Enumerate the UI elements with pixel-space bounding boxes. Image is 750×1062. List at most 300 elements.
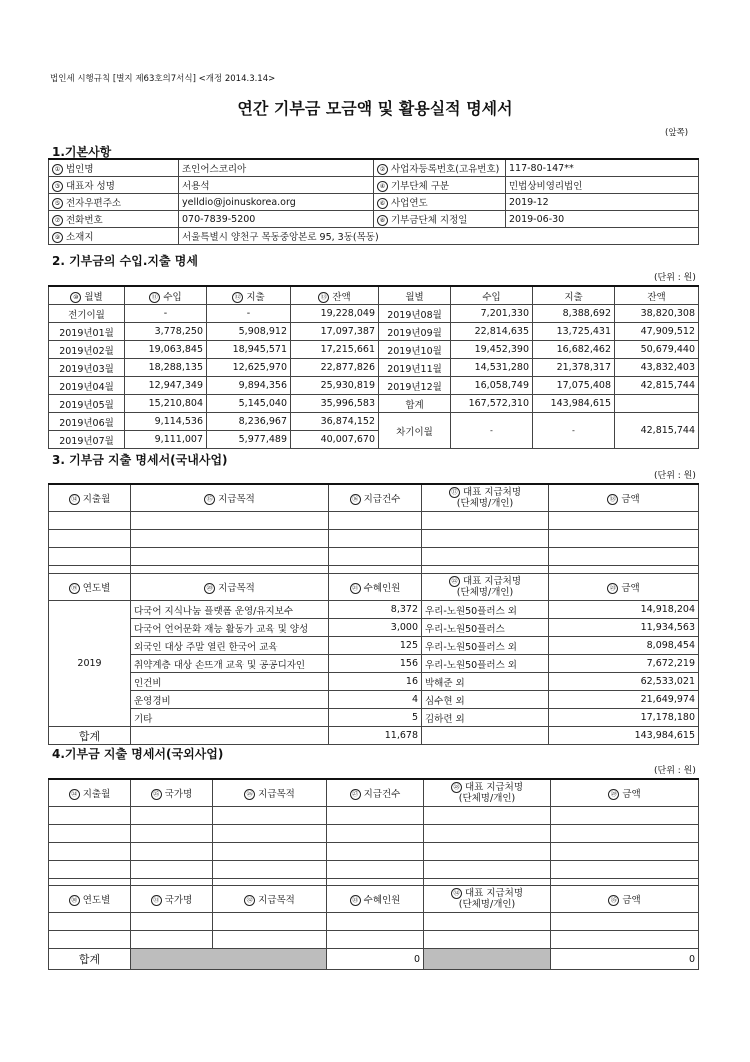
purpose-text: 기타 (134, 713, 153, 725)
purpose-text: 외국인 대상 주말 열린 한국어 교육 (134, 641, 278, 653)
table-cell (213, 886, 327, 913)
item-number-marker: ㉛ (151, 895, 162, 906)
cell-text: 19,063,845 (148, 344, 203, 355)
field-value: 070-7839-5200 (182, 213, 256, 225)
overseas-expense-table (48, 778, 699, 970)
table-cell (549, 574, 699, 601)
item-number-marker: ⑲ (69, 583, 80, 594)
domestic-expense-table (48, 483, 699, 745)
table-cell (131, 673, 329, 691)
cell-text: 11,678 (384, 730, 418, 741)
table-cell (615, 286, 699, 305)
cell-text: 9,894,356 (238, 380, 287, 391)
item-number-marker: ㉒ (449, 576, 460, 587)
cell-text: 우리-노원50플러스 (425, 623, 505, 635)
item-number-marker: ⑫ (232, 292, 243, 303)
table-row (49, 861, 699, 879)
table-cell (329, 574, 422, 601)
table-row (49, 913, 699, 931)
table-cell (422, 637, 549, 655)
cell-text: 14,531,280 (474, 362, 529, 373)
page-title: 연간 기부금 모금액 및 활용실적 명세서 (237, 99, 513, 118)
item-number-marker: ④ (377, 181, 388, 192)
table-row (49, 548, 699, 566)
table-cell (451, 341, 533, 359)
column-header: 지급목적 (218, 583, 255, 594)
table-cell (506, 211, 699, 228)
year-label: 2019 (77, 658, 102, 669)
column-header: 월별 (405, 291, 424, 303)
table-cell (125, 431, 207, 449)
table-cell (615, 323, 699, 341)
table-row (49, 395, 699, 413)
cell-text: 8,236,967 (238, 416, 287, 427)
purpose-text: 운영경비 (134, 695, 171, 707)
empty-cell (49, 931, 131, 949)
table-cell (179, 177, 374, 194)
column-header: 지출 (564, 291, 583, 303)
table-row (49, 341, 699, 359)
table-cell (422, 691, 549, 709)
table-cell (379, 413, 451, 449)
cell-text: 0 (688, 953, 695, 965)
cell-text: 16,682,462 (556, 344, 611, 355)
month-label: 2019년02월 (59, 345, 114, 357)
table-cell (131, 574, 329, 601)
table-cell (49, 341, 125, 359)
table-header-row (49, 286, 699, 305)
table-header-row (49, 886, 699, 913)
table-cell (506, 194, 699, 211)
item-number-marker: ⑤ (52, 198, 63, 209)
empty-cell (424, 807, 551, 825)
table-cell (422, 601, 549, 619)
table-cell (549, 709, 699, 727)
item-number-marker: ⑮ (204, 494, 215, 505)
field-value: 서울특별시 양천구 목동중앙본로 95, 3동(목동) (182, 232, 379, 243)
column-header: 잔액 (647, 291, 666, 303)
table-cell (329, 673, 422, 691)
cell-subtext: (단체명/개인) (458, 899, 516, 910)
item-number-marker: ⑨ (52, 232, 63, 243)
empty-cell (549, 512, 699, 530)
table-row (49, 228, 699, 245)
table-cell (49, 359, 125, 377)
table-cell (329, 709, 422, 727)
empty-cell (424, 879, 551, 886)
cell-text: 17,075,408 (556, 380, 611, 391)
cell-text: 7,201,330 (480, 308, 529, 319)
table-cell (374, 211, 506, 228)
table-cell (207, 341, 291, 359)
cell-text: 42,815,744 (640, 380, 695, 391)
table-cell (131, 619, 329, 637)
cell-text: 5,977,489 (238, 434, 287, 445)
month-label: 2019년05월 (59, 399, 114, 411)
month-label: 2019년06월 (59, 417, 114, 429)
item-number-marker: ① (52, 164, 63, 175)
cell-text: 19,228,049 (320, 308, 375, 319)
table-cell (49, 305, 125, 323)
empty-cell (131, 512, 329, 530)
empty-cell (213, 825, 327, 843)
table-cell (131, 886, 213, 913)
table-cell (327, 779, 424, 807)
column-header: 대표 지급처명 (464, 782, 524, 793)
table-cell (291, 341, 379, 359)
total-label: 합계 (78, 953, 101, 966)
section4-title: 4.기부금 지출 명세서(국외사업) (52, 747, 224, 761)
empty-cell (213, 931, 327, 949)
table-cell (422, 655, 549, 673)
table-cell (533, 377, 615, 395)
empty-cell (424, 861, 551, 879)
table-row (49, 709, 699, 727)
column-header: 연도별 (82, 895, 111, 906)
item-number-marker: ㉞ (451, 888, 462, 899)
basic-info-table (48, 158, 699, 245)
table-row (49, 673, 699, 691)
cell-text: 50,679,440 (640, 344, 695, 355)
table-cell (125, 359, 207, 377)
cell-text: 18,288,135 (148, 362, 203, 373)
cell-text: 3,000 (390, 622, 418, 633)
table-cell (179, 194, 374, 211)
field-value: 117-80-147** (509, 162, 574, 174)
table-cell (291, 305, 379, 323)
cell-text: 40,007,670 (320, 434, 375, 445)
table-cell (131, 655, 329, 673)
table-cell (291, 286, 379, 305)
column-header: 국가명 (164, 895, 193, 906)
month-label: 2019년10월 (387, 345, 442, 357)
item-number-marker: ㉖ (244, 789, 255, 800)
cell-text: 47,909,512 (640, 326, 695, 337)
table-cell (379, 286, 451, 305)
column-header: 지급목적 (218, 494, 255, 505)
item-number-marker: ㉜ (244, 895, 255, 906)
table-cell (49, 431, 125, 449)
item-number-marker: ⑳ (204, 583, 215, 594)
table-cell (451, 395, 533, 413)
table-cell (374, 194, 506, 211)
table-row (49, 807, 699, 825)
empty-cell (213, 861, 327, 879)
cell-text: 17,097,387 (320, 326, 375, 337)
table-cell (131, 709, 329, 727)
table-cell (615, 359, 699, 377)
form-note: 법인세 시행규칙 [별지 제63호의7서식] <개정 2014.3.14> (50, 74, 276, 84)
cell-subtext: (단체명/개인) (456, 498, 514, 509)
column-header: 지출 (246, 291, 265, 303)
cell-text: 8,388,692 (562, 308, 611, 319)
table-cell (49, 177, 179, 194)
shaded-cell (424, 949, 551, 970)
column-header: 국가명 (164, 789, 193, 800)
empty-cell (549, 566, 699, 574)
column-header: 지출월 (82, 494, 111, 505)
cell-text: 36,874,152 (320, 416, 375, 427)
table-row (49, 879, 699, 886)
item-number-marker: ㉘ (451, 782, 462, 793)
month-label: 차기이월 (396, 426, 433, 438)
column-header: 금액 (621, 583, 640, 594)
purpose-text: 인건비 (134, 677, 162, 689)
item-number-marker: ② (377, 164, 388, 175)
cell-text: 7,672,219 (646, 658, 695, 669)
table-cell (549, 691, 699, 709)
column-header: 지급건수 (363, 494, 401, 505)
table-cell (506, 177, 699, 194)
cell-text: 143,984,615 (634, 730, 695, 741)
table-cell (125, 286, 207, 305)
field-value: 조인어스코리아 (182, 164, 247, 175)
item-number-marker: ⑥ (377, 198, 388, 209)
cell-text: 16,058,749 (474, 380, 529, 391)
item-number-marker: ㉓ (607, 583, 618, 594)
table-cell (49, 601, 131, 727)
empty-cell (131, 807, 213, 825)
cell-text: 심수현 외 (425, 695, 465, 707)
table-cell (379, 359, 451, 377)
month-label: 2019년01월 (59, 327, 114, 339)
field-value: 2019-06-30 (509, 213, 565, 225)
column-header: 수혜인원 (363, 583, 401, 594)
table-cell (131, 601, 329, 619)
table-cell (207, 323, 291, 341)
table-cell (549, 673, 699, 691)
empty-cell (131, 913, 213, 931)
empty-cell (49, 566, 131, 574)
table-cell (451, 359, 533, 377)
table-cell (329, 601, 422, 619)
column-header: 수입 (163, 291, 182, 303)
table-cell (131, 484, 329, 512)
empty-cell (329, 566, 422, 574)
cell-text: 우리-노원50플러스 외 (425, 641, 517, 653)
table-cell (422, 709, 549, 727)
cell-text: 김하련 외 (425, 713, 465, 725)
table-cell (125, 395, 207, 413)
table-cell (49, 779, 131, 807)
section4-unit: (단위 : 원) (654, 766, 696, 776)
item-number-marker: ⑯ (350, 494, 361, 505)
cell-text: 167,572,310 (468, 398, 529, 409)
field-label: 사업연도 (391, 198, 428, 209)
cell-text: 22,877,826 (320, 362, 375, 373)
empty-cell (327, 931, 424, 949)
field-label: 사업자등록번호(고유번호) (391, 164, 500, 175)
column-header: 대표 지급처명 (462, 487, 522, 498)
month-label: 합계 (405, 399, 424, 411)
month-label: 전기이월 (68, 309, 105, 321)
item-number-marker: ㉔ (69, 789, 80, 800)
table-cell (207, 359, 291, 377)
empty-cell (49, 548, 131, 566)
empty-cell (424, 825, 551, 843)
cell-text: 38,820,308 (640, 308, 695, 319)
item-number-marker: ㉕ (151, 789, 162, 800)
column-header: 지급건수 (363, 789, 401, 800)
table-cell (291, 377, 379, 395)
table-cell (549, 637, 699, 655)
empty-cell (49, 843, 131, 861)
table-cell (125, 323, 207, 341)
item-number-marker: ㉗ (350, 789, 361, 800)
empty-cell (551, 879, 699, 886)
table-cell (615, 305, 699, 323)
table-cell (49, 395, 125, 413)
table-row (49, 305, 699, 323)
empty-cell (327, 913, 424, 931)
table-cell (551, 886, 699, 913)
table-cell (329, 727, 422, 745)
table-cell (615, 395, 699, 413)
table-cell (451, 413, 533, 449)
empty-cell (49, 913, 131, 931)
table-row (49, 601, 699, 619)
table-cell (49, 727, 131, 745)
empty-cell (49, 861, 131, 879)
table-header-row (49, 574, 699, 601)
table-cell (422, 484, 549, 512)
table-cell (291, 323, 379, 341)
empty-cell (422, 727, 549, 745)
empty-cell (551, 931, 699, 949)
section3-unit: (단위 : 원) (654, 471, 696, 481)
cell-text: 12,625,970 (232, 362, 287, 373)
table-cell (533, 359, 615, 377)
table-cell (615, 413, 699, 449)
table-cell (424, 779, 551, 807)
purpose-text: 다국어 언어문화 재능 활동가 교육 및 양성 (134, 623, 309, 635)
table-cell (549, 601, 699, 619)
table-cell (533, 413, 615, 449)
table-row (49, 655, 699, 673)
item-number-marker: ⑦ (52, 215, 63, 226)
item-number-marker: ⑭ (69, 494, 80, 505)
empty-cell (49, 825, 131, 843)
table-cell (451, 377, 533, 395)
table-cell (329, 484, 422, 512)
table-cell (374, 159, 506, 177)
cell-text: 8,372 (390, 604, 418, 615)
cell-text: 19,452,390 (474, 344, 529, 355)
empty-cell (131, 843, 213, 861)
page-side-note: (앞쪽) (665, 128, 689, 138)
empty-cell (551, 807, 699, 825)
item-number-marker: ⑩ (70, 292, 81, 303)
total-label: 합계 (78, 729, 101, 743)
item-number-marker: ⑱ (607, 494, 618, 505)
table-cell (207, 413, 291, 431)
table-cell (451, 323, 533, 341)
table-cell (49, 159, 179, 177)
table-row (49, 359, 699, 377)
item-number-marker: ㉟ (608, 895, 619, 906)
shaded-cell (131, 949, 327, 970)
table-cell (422, 574, 549, 601)
empty-cell (551, 825, 699, 843)
field-label: 전화번호 (66, 215, 103, 226)
table-row (49, 177, 699, 194)
table-cell (615, 341, 699, 359)
empty-cell (329, 512, 422, 530)
table-cell (533, 305, 615, 323)
table-cell (125, 305, 207, 323)
cell-subtext: (단체명/개인) (458, 793, 516, 804)
empty-cell (327, 879, 424, 886)
empty-cell (131, 825, 213, 843)
empty-cell (551, 861, 699, 879)
table-cell (533, 341, 615, 359)
cell-text: 16 (405, 676, 418, 687)
table-cell (291, 395, 379, 413)
empty-cell (422, 566, 549, 574)
cell-text: - (163, 308, 168, 319)
empty-cell (549, 530, 699, 548)
table-cell (49, 377, 125, 395)
cell-text: - (246, 308, 251, 319)
cell-text: 5,145,040 (238, 398, 287, 409)
purpose-text: 취약계층 대상 손뜨개 교육 및 공공디자인 (134, 659, 306, 671)
table-cell (49, 886, 131, 913)
table-cell (549, 727, 699, 745)
table-cell (549, 655, 699, 673)
cell-text: 156 (399, 658, 418, 669)
cell-text: 125 (399, 640, 418, 651)
item-number-marker: ⑰ (449, 487, 460, 498)
table-row (49, 825, 699, 843)
empty-cell (213, 913, 327, 931)
empty-cell (49, 530, 131, 548)
table-cell (424, 886, 551, 913)
total-row (49, 727, 699, 745)
field-label: 기부단체 구분 (391, 181, 450, 192)
field-value: 서용석 (182, 181, 210, 192)
table-row (49, 323, 699, 341)
field-value: 민법상비영리법인 (509, 181, 583, 192)
table-row (49, 413, 699, 431)
empty-cell (327, 807, 424, 825)
table-row (49, 637, 699, 655)
table-cell (179, 228, 699, 245)
empty-cell (213, 879, 327, 886)
table-header-row (49, 484, 699, 512)
table-cell (329, 691, 422, 709)
cell-text: 17,178,180 (640, 712, 695, 723)
table-cell (49, 949, 131, 970)
table-row (49, 843, 699, 861)
cell-text: 42,815,744 (640, 425, 695, 436)
field-label: 소재지 (66, 232, 94, 243)
empty-cell (49, 879, 131, 886)
table-cell (291, 431, 379, 449)
field-value: yelldio@joinuskorea.org (182, 196, 296, 208)
cell-text: 22,814,635 (474, 326, 529, 337)
item-number-marker: ⑬ (318, 292, 329, 303)
empty-cell (424, 843, 551, 861)
table-cell (533, 395, 615, 413)
table-cell (549, 484, 699, 512)
item-number-marker: ㉙ (608, 789, 619, 800)
field-label: 법인명 (66, 164, 94, 175)
table-cell (451, 305, 533, 323)
empty-cell (422, 530, 549, 548)
cell-text: 5,908,912 (238, 326, 287, 337)
month-label: 2019년07월 (59, 435, 114, 447)
cell-text: 5 (411, 712, 418, 723)
